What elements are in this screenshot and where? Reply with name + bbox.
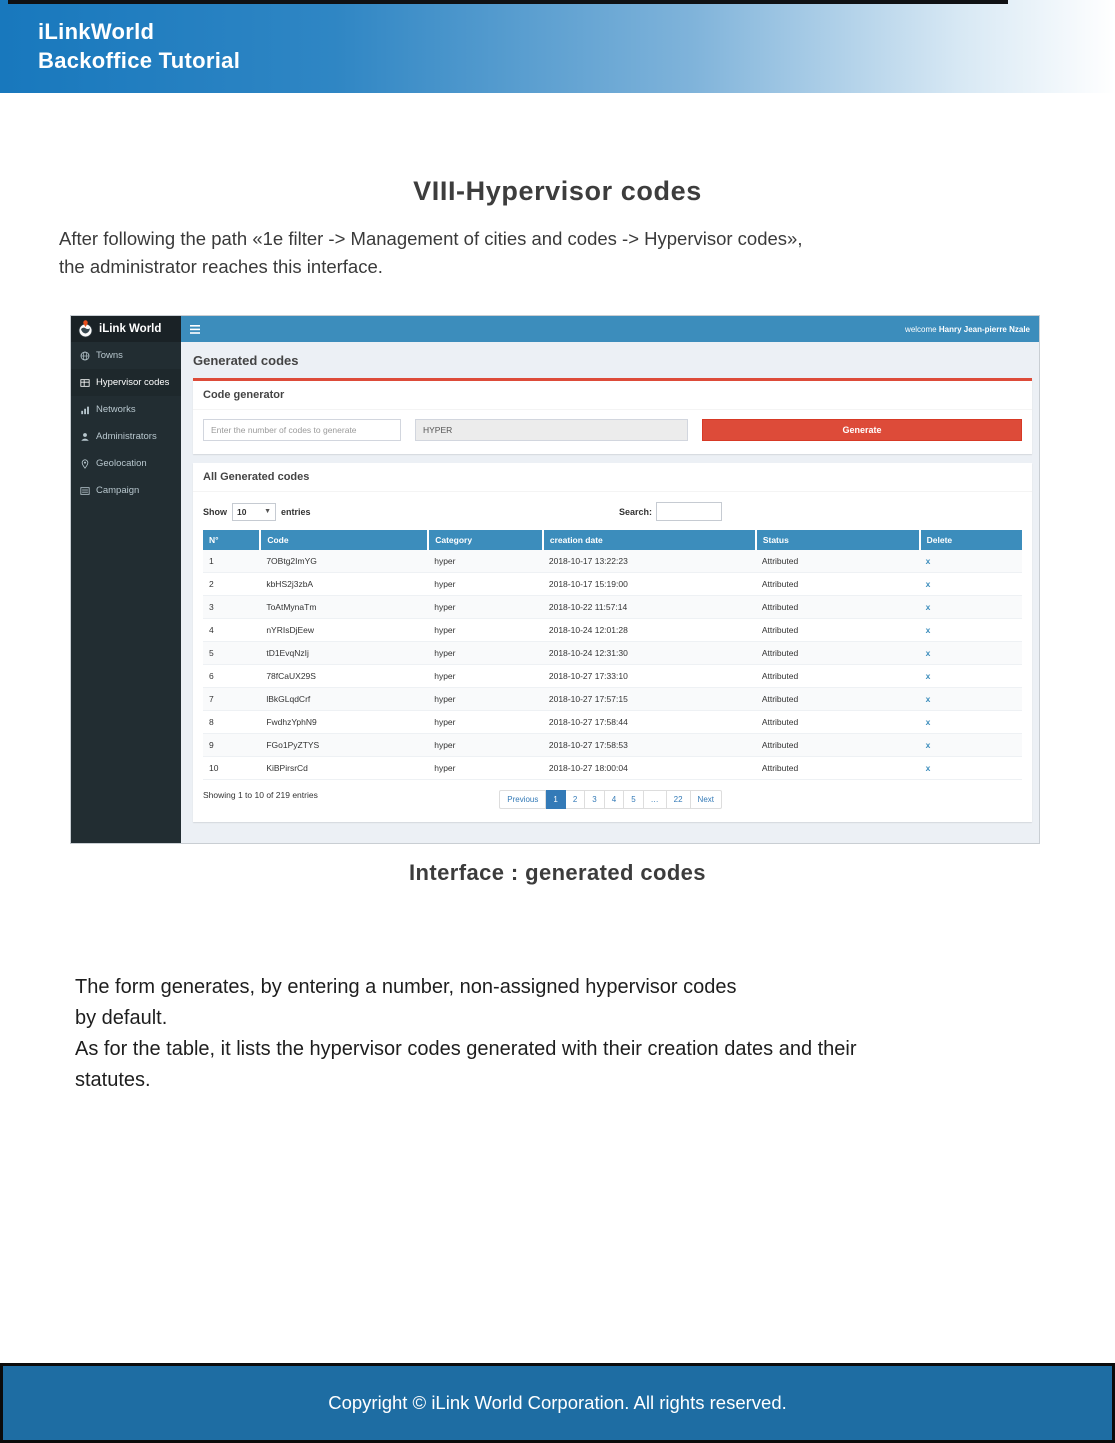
cell-date: 2018-10-27 17:57:15 [543,688,756,711]
pagination-5[interactable]: 5 [624,790,643,809]
header-top-border [8,0,1008,4]
table-row [203,573,1022,596]
cell-code: kbHS2j3zbA [260,573,428,596]
intro-paragraph [59,225,1069,281]
cell-delete [920,757,1022,780]
cell-code: 7OBtg2ImYG [260,550,428,573]
showing-entries-text: Showing 1 to 10 of 219 entries [203,790,318,800]
cell-n: 1 [203,550,260,573]
cell-date: 2018-10-27 18:00:04 [543,757,756,780]
cell-code: FGo1PyZTYS [260,734,428,757]
welcome-user[interactable] [905,325,1030,334]
generated-codes-table [203,530,1022,780]
body-line: statutes. [75,1069,151,1091]
cell-category: hyper [428,596,543,619]
cell-delete [920,665,1022,688]
delete-icon[interactable]: x [925,556,931,566]
codes-number-input[interactable] [203,419,401,441]
app-topbar [71,316,1039,342]
page-title: VIII-Hypervisor codes [413,176,702,206]
cell-code: ToAtMynaTm [260,596,428,619]
delete-icon[interactable]: x [925,740,931,750]
doc-brand-line1: iLinkWorld [38,19,155,44]
cell-status: Attributed [756,619,920,642]
column-header-delete[interactable]: Delete [920,530,1022,550]
pagination-2[interactable]: 2 [566,790,585,809]
app-navbar [181,316,1039,342]
cell-n: 9 [203,734,260,757]
pagination-previous[interactable]: Previous [499,790,546,809]
sidebar-item-geolocation[interactable] [71,450,181,477]
sidebar-item-label: Hypervisor codes [96,377,170,388]
sidebar-item-hypervisor-codes[interactable] [71,369,181,396]
pagination-4[interactable]: 4 [605,790,624,809]
globe-icon [80,351,90,361]
code-generator-panel [193,378,1032,454]
delete-icon[interactable]: x [925,671,931,681]
cell-code: FwdhzYphN9 [260,711,428,734]
cell-status: Attributed [756,596,920,619]
codes-table-body [203,550,1022,780]
cell-status: Attributed [756,757,920,780]
welcome-user-name: Hanry Jean-pierre Nzale [938,324,1030,334]
cell-status: Attributed [756,550,920,573]
app-page-heading: Generated codes [193,353,299,368]
intro-line-2: the administrator reaches this interface. [59,256,383,277]
table-row [203,711,1022,734]
sidebar-item-towns[interactable] [71,342,181,369]
cell-delete [920,619,1022,642]
category-input[interactable] [415,419,688,441]
column-header-code[interactable]: Code [260,530,428,550]
table-icon [80,378,90,388]
sidebar-item-label: Geolocation [96,458,147,469]
sidebar-item-label: Towns [96,350,123,361]
cell-category: hyper [428,734,543,757]
sidebar-item-label: Campaign [96,485,140,496]
sidebar-item-label: Administrators [96,431,157,442]
cell-category: hyper [428,573,543,596]
cell-status: Attributed [756,711,920,734]
all-generated-codes-panel [193,463,1032,822]
cell-date: 2018-10-27 17:33:10 [543,665,756,688]
table-row [203,757,1022,780]
pagination [499,790,722,809]
table-row [203,550,1022,573]
cell-date: 2018-10-27 17:58:44 [543,711,756,734]
cell-status: Attributed [756,573,920,596]
show-label: Show [203,506,227,517]
app-sidebar [71,342,181,843]
cell-category: hyper [428,665,543,688]
sidebar-item-networks[interactable] [71,396,181,423]
doc-footer [0,1363,1115,1443]
entries-label: entries [281,506,311,517]
cell-n: 8 [203,711,260,734]
cell-status: Attributed [756,734,920,757]
cell-delete [920,642,1022,665]
cell-n: 6 [203,665,260,688]
cell-date: 2018-10-17 15:19:00 [543,573,756,596]
cell-code: tD1EvqNzIj [260,642,428,665]
doc-header [0,0,1115,93]
delete-icon[interactable]: x [925,717,931,727]
app-main [181,342,1039,843]
table-row [203,642,1022,665]
pagination-1[interactable]: 1 [546,790,565,809]
sidebar-item-label: Networks [96,404,136,415]
welcome-prefix: welcome [905,324,939,334]
table-row [203,596,1022,619]
search-label: Search: [618,506,652,517]
body-line: by default. [75,1007,168,1029]
app-logo[interactable] [71,316,181,342]
cell-status: Attributed [756,642,920,665]
cell-n: 7 [203,688,260,711]
cell-date: 2018-10-27 17:58:53 [543,734,756,757]
body-line: As for the table, it lists the hypervisor codes generated with their creation dates and their [75,1038,857,1060]
hamburger-menu-icon[interactable] [190,325,200,334]
cell-delete [920,688,1022,711]
cell-category: hyper [428,711,543,734]
body-line: The form generates, by entering a number, non-assigned hypervisor codes [75,976,737,998]
doc-body [75,972,1060,1096]
column-header-creation-date[interactable]: creation date [543,530,756,550]
entries-select[interactable] [232,503,276,521]
table-row [203,688,1022,711]
app-screenshot [70,315,1040,844]
delete-icon[interactable]: x [925,763,931,773]
delete-icon[interactable]: x [925,625,931,635]
sidebar-item-administrators[interactable] [71,423,181,450]
generate-button[interactable]: Generate [702,419,1022,441]
pagination-3[interactable]: 3 [585,790,604,809]
cell-category: hyper [428,550,543,573]
delete-icon[interactable]: x [925,648,931,658]
table-row [203,734,1022,757]
table-footer [193,780,1032,809]
table-row [203,619,1022,642]
cell-category: hyper [428,642,543,665]
table-row [203,665,1022,688]
pagination-22[interactable]: 22 [667,790,691,809]
cell-code: nYRIsDjEew [260,619,428,642]
doc-brand-line2: Backoffice Tutorial [38,48,241,73]
pagination-ellipsis[interactable]: … [644,790,667,809]
cell-delete [920,711,1022,734]
column-header-category[interactable]: Category [428,530,543,550]
codes-table-header-row [203,530,1022,550]
screenshot-caption: Interface : generated codes [409,860,706,885]
ilink-world-logo-icon [78,320,93,338]
sidebar-item-campaign[interactable] [71,477,181,504]
cell-date: 2018-10-24 12:31:30 [543,642,756,665]
delete-icon[interactable]: x [925,579,931,589]
search-input[interactable] [656,502,722,521]
column-header-n[interactable]: N° [203,530,260,550]
cell-date: 2018-10-24 12:01:28 [543,619,756,642]
cell-date: 2018-10-22 11:57:14 [543,596,756,619]
bar-chart-icon [80,405,90,415]
cell-status: Attributed [756,665,920,688]
cell-n: 4 [203,619,260,642]
cell-code: KiBPirsrCd [260,757,428,780]
copyright-text: Copyright © iLink World Corporation. All rights reserved. [328,1392,787,1413]
map-pin-icon [80,459,90,469]
delete-icon[interactable]: x [925,694,931,704]
code-generator-title: Code generator [193,381,1032,410]
intro-line-1: After following the path «1e filter -> Management of cities and codes -> Hypervisor codes», [59,228,803,249]
cell-n: 2 [203,573,260,596]
cell-code: 78fCaUX29S [260,665,428,688]
pagination-next[interactable]: Next [691,790,722,809]
table-controls [193,492,1032,530]
cell-code: lBkGLqdCrf [260,688,428,711]
cell-delete [920,596,1022,619]
all-generated-codes-title: All Generated codes [193,463,1032,492]
cell-category: hyper [428,688,543,711]
cell-n: 10 [203,757,260,780]
entries-select-value: 10 [237,506,247,517]
cell-delete [920,573,1022,596]
app-brand-label: iLink World [99,323,162,335]
cell-date: 2018-10-17 13:22:23 [543,550,756,573]
cell-n: 3 [203,596,260,619]
delete-icon[interactable]: x [925,602,931,612]
chevron-down-icon: ▼ [264,508,271,515]
user-icon [80,432,90,442]
list-icon [80,486,90,496]
column-header-status[interactable]: Status [756,530,920,550]
cell-status: Attributed [756,688,920,711]
cell-category: hyper [428,757,543,780]
cell-delete [920,550,1022,573]
cell-n: 5 [203,642,260,665]
cell-delete [920,734,1022,757]
cell-category: hyper [428,619,543,642]
